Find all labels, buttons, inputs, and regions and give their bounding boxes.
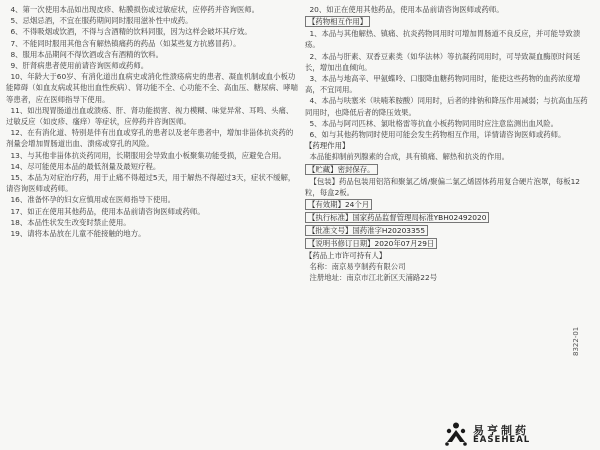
holder-address: 注册地址：南京市江北新区天浦路22号 [309,273,438,283]
logo-chinese-name: 易亨制药 [473,424,529,437]
interaction-2: 2、本品与肝素、双香豆素类（如华法林）等抗凝药同用时，可导致凝血酶原时间延长，增加出血倾向。 [305,51,581,72]
interaction-6: 6、如与其他药物同时使用可能会发生药物相互作用，详情请咨询医师或药师。 [309,130,566,140]
standard-line [305,211,588,224]
left-column [6,4,298,239]
interaction-4: 4、本品与呋塞米（呋喃苯胺酸）同用时，后者的排钠和降压作用减弱；与抗高血压药同用时，也降低后者的降压效果。 [305,96,588,117]
storage-line [305,163,588,176]
holder-name: 名称：南京易亨制药有限公司 [309,262,406,272]
left-para-7: 7、不能同时服用其他含有解热镇痛药的药品（如某些复方抗感冒药）。 [10,38,241,48]
validity-box: 【有效期】24个月 [305,199,372,210]
side-code: 8322-01 [572,326,580,356]
section-heading-pharmacology: 【药理作用】 [305,141,350,151]
validity-line [305,198,588,211]
logo-mark-icon [443,421,469,447]
storage-box: 【贮藏】密封保存。 [305,164,378,175]
revision-box: 【说明书修订日期】2020年07月29日 [305,238,437,249]
left-para-18: 18、本品性状发生改变时禁止使用。 [10,217,131,227]
left-para-12: 12、在有消化道、特别是伴有出血或穿孔的患者以及老年患者中，增加非甾体抗炎药的剂量会增加胃肠道出血、溃疡或穿孔的风险。 [6,128,294,149]
left-para-4: 4、第一次使用本品如出现皮疹、粘膜损伤或过敏症状，应停药并咨询医师。 [10,5,260,14]
left-para-15: 15、本品为对症治疗药，用于止痛不得超过5天，用于解热不得超过3天，症状不缓解，请咨询医师或药师。 [6,173,296,194]
left-para-16: 16、准备怀孕的妇女应慎用或在医师指导下使用。 [10,195,176,205]
package-line: 【包装】药品包装用铝箔和聚氯乙烯/聚偏二氯乙烯固体药用复合硬片泡罩，每板12粒，每盒2板。 [305,176,581,197]
left-para-10: 10、年龄大于60岁、有消化道出血病史或消化性溃疡病史的患者、凝血机制或血小板功能障碍（如血友病或其他出血性疾病）、肾功能不全、心功能不全、高血压、糖尿病、哮喘等患者，应在医师指导下使用。 [6,72,298,104]
left-para-13: 13、与其他非甾体抗炎药同用，长期服用会导致血小板聚集功能受损，应避免合用。 [10,150,286,160]
left-para-19: 19、请将本品放在儿童不能接触的地方。 [10,229,146,239]
left-para-14: 14、尽可能使用本品的最低剂量及最短疗程。 [10,161,161,171]
interaction-5: 5、本品与阿司匹林、氯吡格雷等抗血小板药物同用时应注意监测出血风险。 [309,118,559,128]
logo-english-name: EASEHEAL [473,435,531,445]
left-para-5: 5、忌烟忌酒，不宜在服药期间同时服用滋补性中成药。 [10,16,193,26]
left-para-17: 17、如正在使用其他药品，使用本品前请咨询医师或药师。 [10,206,205,216]
revision-date-line [305,237,588,250]
interaction-1: 1、本品与其他解热、镇痛、抗炎药物同用时可增加胃肠道不良反应，并可能导致溃疡。 [305,29,581,50]
pharmacology-text: 本品能抑制前列腺素的合成，具有镇痛、解热和抗炎的作用。 [309,152,509,162]
approval-box: 【批准文号】国药准字H20203355 [305,225,428,236]
right-para-20: 20、如正在使用其他药品，使用本品前请咨询医师或药师。 [309,5,504,14]
left-para-6: 6、不得吸烟或饮酒，不得与含酒精的饮料同服，因为这样会破坏其疗效。 [10,27,252,37]
standard-box: 【执行标准】国家药品监督管理局标准YBH02492020 [305,212,489,223]
interaction-3: 3、本品与地高辛、甲氨蝶呤、口服降血糖药物同用时，能使这些药物的血药浓度增高，不宜同用。 [305,74,581,95]
company-logo [443,421,593,447]
interactions-heading-box: 【药物相互作用】 [305,16,370,27]
section-heading-interactions [305,15,588,28]
approval-line [305,224,588,237]
left-para-8: 8、服用本品期间不得饮酒或含有酒精的饮料。 [10,49,163,59]
holder-heading: 【药品上市许可持有人】 [305,251,387,261]
right-column [305,4,588,284]
left-para-9: 9、肝肾病患者使用前请咨询医师或药师。 [10,61,149,71]
left-para-11: 11、如出现胃肠道出血或溃疡、肝、肾功能损害、视力模糊、味觉异常、耳鸣、头痛、过敏反应（如皮疹、瘙痒）等症状，应停药并咨询医师。 [6,105,294,127]
